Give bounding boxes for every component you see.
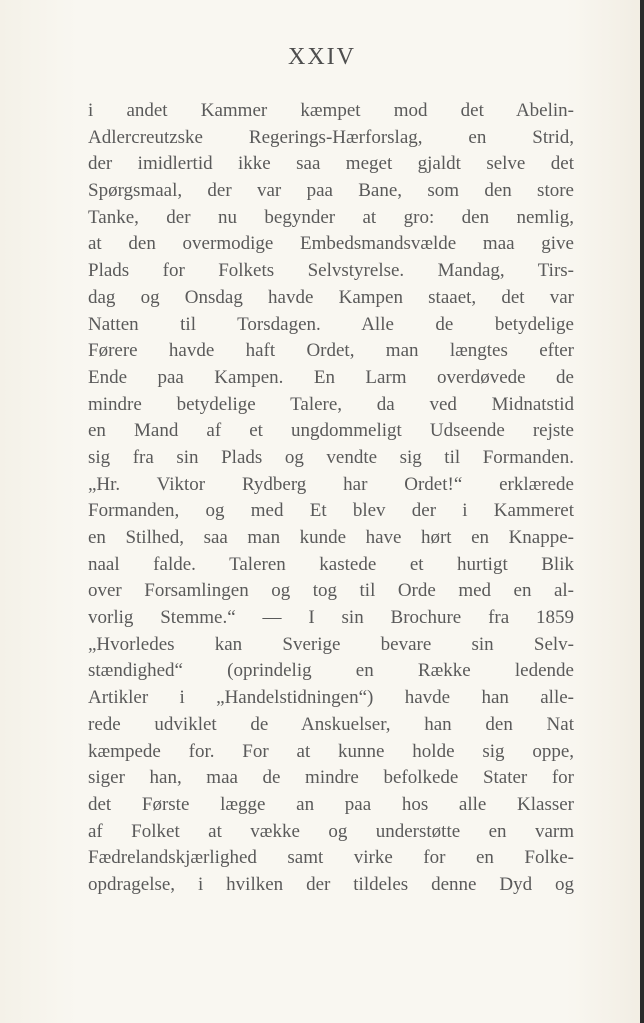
text-line: Artikler i „Handelstidningen“) havde han alle- <box>88 687 574 709</box>
text-line: kæmpede for. For at kunne holde sig oppe, <box>88 740 574 762</box>
text-line: „Hr. Viktor Rydberg har Ordet!“ erklærede <box>88 473 574 495</box>
text-line: Natten til Torsdagen. Alle de betydelige <box>88 313 574 335</box>
text-line: Fædrelandskjærlighed samt virke for en Folke- <box>88 847 574 869</box>
text-line: dag og Onsdag havde Kampen staaet, det var <box>88 286 574 308</box>
text-line: der imidlertid ikke saa meget gjaldt selve det <box>88 153 574 175</box>
text-line: Plads for Folkets Selvstyrelse. Mandag, Tirs- <box>88 260 574 282</box>
text-line: siger han, maa de mindre befolkede Stater for <box>88 767 574 789</box>
text-line: „Hvorledes kan Sverige bevare sin Selv- <box>88 633 574 655</box>
page-number: XXIV <box>288 44 356 70</box>
text-line: opdragelse, i hvilken der tildeles denne Dyd og <box>88 873 574 895</box>
text-line: mindre betydelige Talere, da ved Midnatstid <box>88 393 574 415</box>
text-line: Formanden, og med Et blev der i Kammeret <box>88 500 574 522</box>
text-line: stændighed“ (oprindelig en Række ledende <box>88 660 574 682</box>
text-line: Spørgsmaal, der var paa Bane, som den store <box>88 180 574 202</box>
text-line: naal falde. Taleren kastede et hurtigt Blik <box>88 553 574 575</box>
text-line: vorlig Stemme.“ — I sin Brochure fra 1859 <box>88 607 574 629</box>
text-line: Tanke, der nu begynder at gro: den nemlig, <box>88 206 574 228</box>
page-edge <box>640 0 644 1023</box>
body-text <box>88 98 574 899</box>
text-line: Ende paa Kampen. En Larm overdøvede de <box>88 366 574 388</box>
text-line: rede udviklet de Anskuelser, han den Nat <box>88 713 574 735</box>
text-line: sig fra sin Plads og vendte sig til Formanden. <box>88 446 574 468</box>
text-line: det Første lægge an paa hos alle Klasser <box>88 793 574 815</box>
text-line: Førere havde haft Ordet, man længtes efter <box>88 340 574 362</box>
text-line: over Forsamlingen og tog til Orde med en al- <box>88 580 574 602</box>
text-line: af Folket at vække og understøtte en varm <box>88 820 574 842</box>
text-line: at den overmodige Embedsmandsvælde maa give <box>88 233 574 255</box>
text-line: Adlercreutzske Regerings-Hærforslag, en Strid, <box>88 126 574 148</box>
text-line: en Stilhed, saa man kunde have hørt en Knappe- <box>88 527 574 548</box>
text-line: i andet Kammer kæmpet mod det Abelin- <box>88 100 574 121</box>
text-line: en Mand af et ungdommeligt Udseende rejste <box>88 420 574 442</box>
